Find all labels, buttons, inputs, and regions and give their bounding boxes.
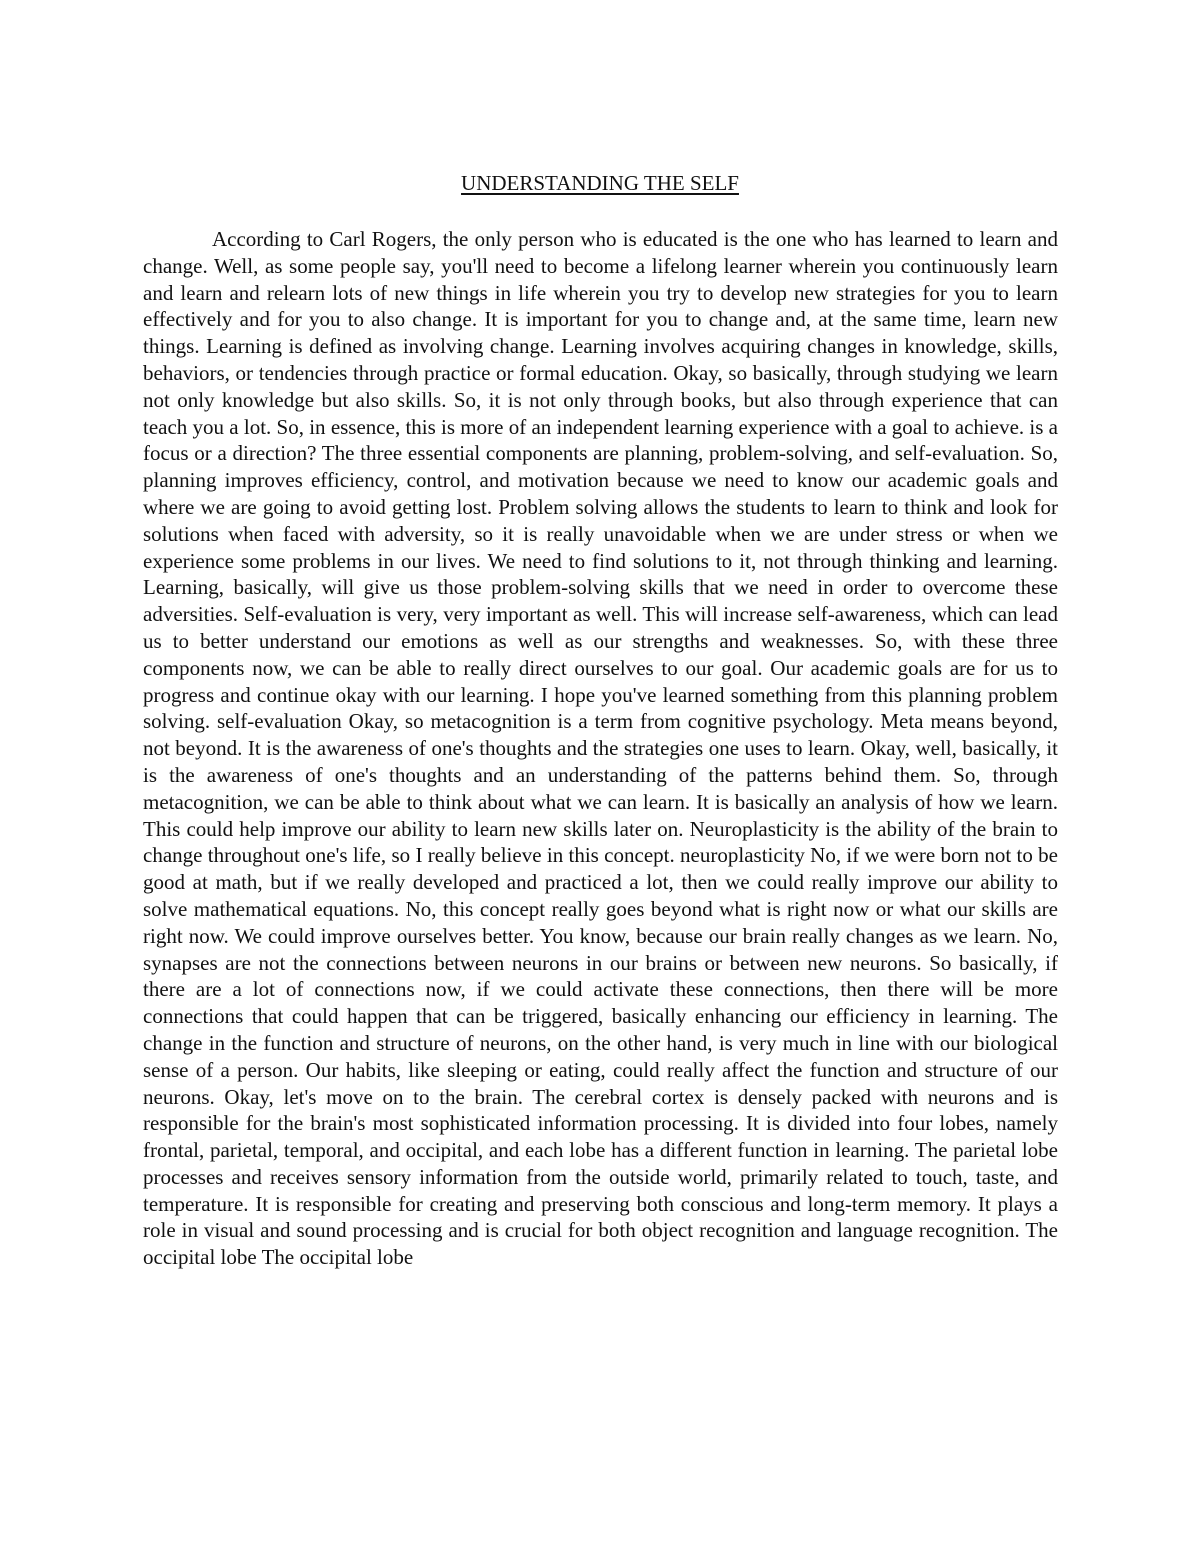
document-title: UNDERSTANDING THE SELF: [461, 171, 739, 195]
body-paragraph: According to Carl Rogers, the only person who is educated is the one who has learned to learn and change. Well, as some people say, you'll need to become a lifelong learner wherein you continuously learn and learn and relearn lots of new things in life wherein you try to develop new strategies for you to learn effectively and for you to also change. It is important for you to change and, at the same time, learn new things. Learning is defined as involving change. Learning involves acquiring changes in knowledge, skills, behaviors, or tendencies through practice or formal education. Okay, so basically, through studying we learn not only knowledge but also skills. So, it is not only through books, but also through experience that can teach you a lot. So, in essence, this is more of an independent learning experience with a goal to achieve. is a focus or a direction? The three essential components are planning, problem-solving, and self-evaluation. So, planning improves efficiency, control, and motivation because we need to know our academic goals and where we are going to avoid getting lost. Problem solving allows the students to learn to think and look for solutions when faced with adversity, so it is really unavoidable when we are under stress or when we experience some problems in our lives. We need to find solutions to it, not through thinking and learning. Learning, basically, will give us those problem-solving skills that we need in order to overcome these adversities. Self-evaluation is very, very important as well. This will increase self-awareness, which can lead us to better understand our emotions as well as our strengths and weaknesses. So, with these three components now, we can be able to really direct ourselves to our goal. Our academic goals are for us to progress and continue okay with our learning. I hope you've learned something from this planning problem solving. self-evaluation Okay, so metacognition is a term from cognitive psychology. Meta means beyond, not beyond. It is the awareness of one's thoughts and the strategies one uses to learn. Okay, well, basically, it is the awareness of one's thoughts and an understanding of the patterns behind them. So, through metacognition, we can be able to think about what we can learn. It is basically an analysis of how we learn. This could help improve our ability to learn new skills later on. Neuroplasticity is the ability of the brain to change throughout one's life, so I really believe in this concept. neuroplasticity No, if we were born not to be good at math, but if we really developed and practiced a lot, then we could really improve our ability to solve mathematical equations. No, this concept really goes beyond what is right now or what our skills are right now. We could improve ourselves better. You know, because our brain really changes as we learn. No, synapses are not the connections between neurons in our brains or between new neurons. So basically, if there are a lot of connections now, if we could activate these connections, then there will be more connections that could happen that can be triggered, basically enhancing our efficiency in learning. The change in the function and structure of neurons, on the other hand, is very much in line with our biological sense of a person. Our habits, like sleeping or eating, could really affect the function and structure of our neurons. Okay, let's move on to the brain. The cerebral cortex is densely packed with neurons and is responsible for the brain's most sophisticated information processing. It is divided into four lobes, namely frontal, parietal, temporal, and occipital, and each lobe has a different function in learning. The parietal lobe processes and receives sensory information from the outside world, primarily related to touch, taste, and temperature. It is responsible for creating and preserving both conscious and long-term memory. It plays a role in visual and sound processing and is crucial for both object recognition and language recognition. The occipital lobe The occipital lobe: [143, 227, 1058, 1270]
